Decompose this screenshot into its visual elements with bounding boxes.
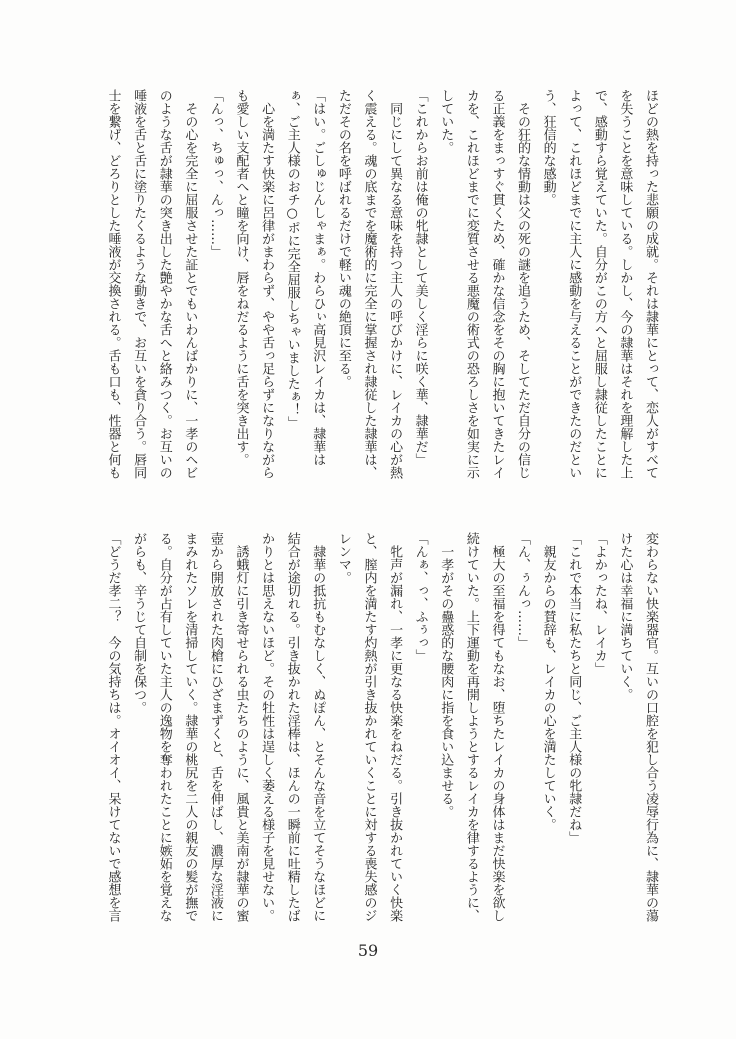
text-line: がらも、辛うじて自制を保つ。 xyxy=(131,532,147,714)
text-line: よって、これほどまでに主人に感動を与えることができたのだとい xyxy=(566,89,582,479)
text-line: る正義をまっすぐ貫くため、確かな信念をその胸に抱いてきたレイ xyxy=(489,89,505,479)
text-line: 変わらない快楽器官。互いの口腔を犯し合う凌辱行為に、隷華の蕩 xyxy=(643,532,658,922)
text-line: で、感動すら覚えていた。自分がこの方へと屈服し隷従したことに xyxy=(591,89,607,479)
text-line: と、膣内を満たす灼熱が引き抜かれていくことに対する喪失感のジ xyxy=(361,532,377,922)
text-line: レンマ。 xyxy=(335,532,351,584)
text-line: かりとは思えないほど。その牡性は逞しく萎える様子を見せない。 xyxy=(259,532,275,922)
text-line: 一孝がその蠱惑的な腰肉に指を食い込ませる。 xyxy=(438,545,454,818)
text-line: 誘蛾灯に引き寄せられる虫たちのように、風貴と美南が隷華の蜜 xyxy=(233,545,249,922)
text-line: けた心は幸福に満ちていく。 xyxy=(617,532,633,701)
text-line: カを、これほどまでに変質させる悪魔の術式の恐ろしさを如実に示 xyxy=(463,89,479,479)
text-line: う、狂信的な感動。 xyxy=(540,89,556,206)
text-line: る。自分が占有していた主人の逸物を奪われたことに嫉妬を覚えな xyxy=(156,532,172,922)
text-line: 親友からの賛辞も、レイカの心を満たしていく。 xyxy=(540,545,556,831)
text-line: 「ん、ぅんっ……」 xyxy=(515,532,531,649)
text-line: 壺から開放された肉槍にひざまずくと、舌を伸ばし、濃厚な淫液に xyxy=(207,532,223,922)
text-line: 士を繋げ、どろりとした唾液が交換される。舌も口も、性器と何も xyxy=(105,89,121,479)
text-line: 「はい。ごしゅじんしゃまぁ。わらひぃ高見沢レイカは、隷華は xyxy=(310,89,326,466)
text-line: 「よかったね、レイカ」 xyxy=(591,532,607,675)
text-line: も愛しい支配者へと瞳を向け、唇をねだるように舌を突き出す。 xyxy=(233,89,249,466)
text-line: 心を満たす快楽に呂律がまわらず、やや舌っ足らずになりながら xyxy=(259,102,275,479)
text-line: 「んっ、ちゅっ、んっ……」 xyxy=(207,89,223,258)
text-line: 「これで本当に私たちと同じ、ご主人様の牝隷だね」 xyxy=(566,532,582,844)
text-line: その心を完全に屈服させた証とでもいわんばかりに、一孝のヘビ xyxy=(182,102,198,479)
text-line: 結合が途切れる。引き抜かれた淫棒は、ほんの一瞬前に吐精したば xyxy=(284,532,300,922)
text-line: 隷華の抵抗もむなしく、ぬぽん、とそんな音を立てそうなほどに xyxy=(310,545,326,922)
text-line: 続けていた。上下運動を再開しようとするレイカを律するように、 xyxy=(463,532,479,922)
text-line: 同じにして異なる意味を持つ主人の呼びかけに、レイカの心が熱 xyxy=(387,102,403,479)
text-line: く震える。魂の底までを魔術的に完全に掌握され隷従した隷華は、 xyxy=(361,89,377,479)
text-line: していた。 xyxy=(438,89,454,154)
text-line: まみれたソレを清掃していく。隷華の桃尻を二人の親友の髪が撫で xyxy=(182,532,198,922)
text-line: 牝声が漏れ、一孝に更なる快楽をねだる。引き抜かれていく快楽 xyxy=(387,545,403,922)
text-line: 「どうだ孝二？ 今の気持ちは。オイオイ、呆けてないで感想を言 xyxy=(105,532,121,922)
bottom-text-block xyxy=(99,532,663,926)
text-line: 「これからお前は俺の牝隷として美しく淫らに咲く華、隷華だ」 xyxy=(412,89,428,466)
text-line: 極大の至福を得てもなお、堕ちたレイカの身体はまだ快楽を欲し xyxy=(489,545,505,922)
text-line: その狂的な情動は父の死の謎を追うため、そしてただ自分の信じ xyxy=(515,102,531,479)
text-line: 唾液を舌と舌に塗りたくるような動きで、お互いを貪り合う。唇同 xyxy=(131,89,147,479)
text-line: を失うことを意味している。しかし、今の隷華はそれを理解した上 xyxy=(617,89,633,479)
text-line: ほどの熱を持った悲願の成就。それは隷華にとって、恋人がすべて xyxy=(643,89,658,479)
text-line: ぁ、ご主人様のおチ○ポに完全屈服しちゃいましたぁ！」 xyxy=(284,89,300,429)
text-line: ただその名を呼ばれるだけで軽い魂の絶頂に至る。 xyxy=(335,89,351,388)
page-number: 59 xyxy=(357,941,379,960)
text-line: 「んぁ、っ、ふぅっ」 xyxy=(412,532,428,662)
top-text-block xyxy=(99,89,663,483)
text-line: のような舌が隷華の突き出した艶やかな舌へと絡みつく。お互いの xyxy=(156,89,172,479)
